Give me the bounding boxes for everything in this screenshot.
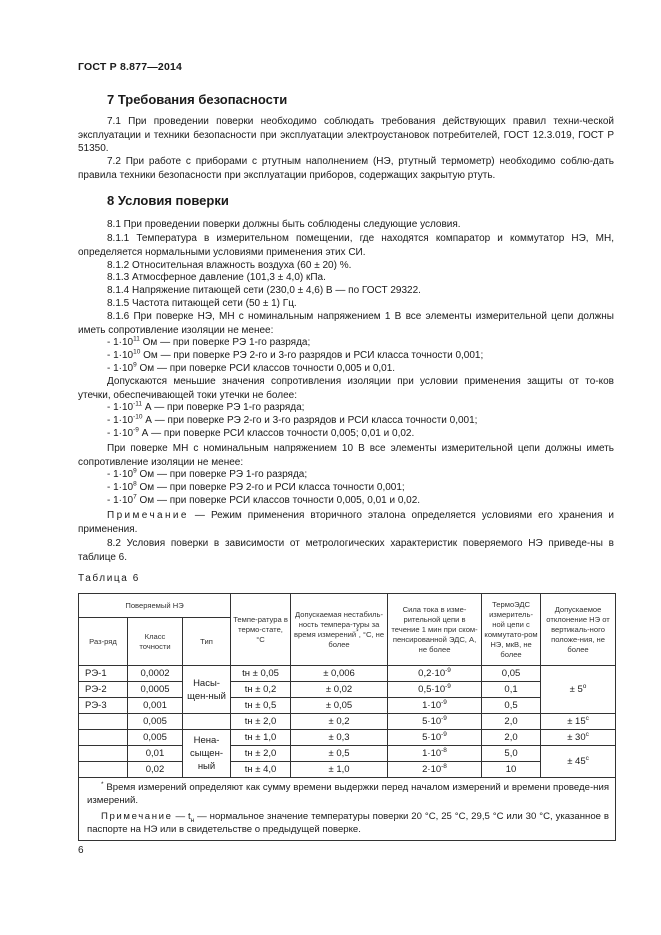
page-number: 6 (78, 845, 84, 856)
note-text: — Режим применения вторичного эталона определяется условиями его хранения и применения. (78, 510, 614, 535)
paragraph-8-1-5: 8.1.5 Частота питающей сети (50 ± 1) Гц. (107, 298, 297, 309)
list-item: - $1\cdot 10^{10}$ Ом — при поверке РЭ 2-го и 3-го разрядов и РСИ класса точности 0,001; (107, 348, 484, 361)
header-verified-element: Поверяемый НЭ (79, 594, 231, 618)
note-paragraph (78, 509, 614, 536)
paragraph-7-2: 7.2 При работе с приборами с ртутным наполнением (НЭ, ртутный термометр) необходимо соблю-дать правила техники безопасности при эксплуатации приборов, содержащих закрытую ртуть. (78, 156, 614, 181)
deviation-value: ± $5^о$ (541, 666, 616, 714)
list-item: - $1\cdot 10^{-10}$ А — при поверке РЭ 2-го и 3-го разрядов и РСИ класса точности 0,001; (107, 413, 478, 426)
deviation-value: ± $45^с$ (541, 746, 616, 778)
paragraph-8-2: 8.2 Условия поверки в зависимости от метрологических характеристик поверяемого НЭ приведе-ны в таблице 6. (78, 538, 614, 563)
header-temperature: Темпе-ратура в термо-стате, °С (231, 594, 291, 666)
list-item: - $1\cdot 10^7$ Ом — при поверке РСИ классов точности 0,005, 0,01 и 0,02. (107, 493, 421, 506)
paragraph-8-1: 8.1 При проведении поверки должны быть соблюдены следующие условия. (107, 219, 461, 230)
list-item: - $1\cdot 10^8$ Ом — при поверке РЭ 2-го и РСИ класса точности 0,001; (107, 480, 405, 493)
paragraph-7-1: 7.1 При проведении поверки необходимо соблюдать требования действующих правил техни-ческой эксплуатации и техники безопасности при эксплуатации электроустановок потребителей, ГОСТ 12.3.019, ГОСТ Р 51350. (78, 116, 614, 154)
header-deviation: Допускаемое отклонение НЭ от вертикаль-ного положе-ния, не более (541, 594, 616, 666)
deviation-value: ± $30^с$ (541, 730, 616, 746)
section-7-title: 7 Требования безопасности (107, 92, 288, 107)
table-row: РЭ-3 0,001 tн ± 0,5 ± 0,05 $1\cdot 10^{-9}$ 0,5 (79, 698, 616, 714)
section-8-title: 8 Условия поверки (107, 193, 229, 208)
paragraph-8-1-1: 8.1.1 Температура в измерительном помещении, где находятся компаратор и коммутатор НЭ, МН, определяется нормальными условиями применения этих СИ. (78, 233, 614, 258)
header-thermo-emf: ТермоЭДС измеритель-ной цепи с коммутато-ром НЭ, мкВ, не более (482, 594, 541, 666)
header-type: Тип (183, 618, 231, 666)
table-row: 0,005 tн ± 2,0 ± 0,2 $5\cdot 10^{-9}$ 2,0 ± $15^с$ (79, 714, 616, 730)
note-label: Примечание (107, 510, 189, 521)
paragraph-8-1-3: 8.1.3 Атмосферное давление (101,3 ± 4,0) кПа. (107, 272, 326, 283)
header-accuracy-class: Класс точности (128, 618, 183, 666)
table-caption: Таблица 6 (78, 573, 140, 584)
table-6 (78, 593, 616, 841)
list-item: - $1\cdot 10^{-9}$ А — при поверке РСИ классов точности 0,005; 0,01 и 0,02. (107, 426, 415, 439)
deviation-value: ± $15^с$ (541, 714, 616, 730)
table-row: 0,005 Нена-сыщен-ный tн ± 1,0 ± 0,3 $5\cdot 10^{-9}$ 2,0 ± $30^с$ (79, 730, 616, 746)
type-saturated: Насы-щен-ный (183, 666, 231, 714)
table-row: 0,01 tн ± 2,0 ± 0,5 $1\cdot 10^{-8}$ 5,0 ± $45^с$ (79, 746, 616, 762)
header-current: Сила тока в изме-рительной цепи в течение 1 мин при ском-пенсированной ЭДС, А, не более (388, 594, 482, 666)
table-footnote: * Время измерений определяют как сумму времени выдержки перед началом измерений и времени проведе-ния измерений. Примечание — $t_н$ — нормальное значение температуры поверки 20 °С, 25 °С, 29,5 °С или 30 °С, указанное в паспорте на НЭ или в свидетельстве о предыдущей поверке. (79, 778, 616, 841)
document-header: ГОСТ Р 8.877—2014 (78, 61, 183, 73)
paragraph-leakage: Допускаются меньшие значения сопротивления изоляции при условии применения защиты от то-ков утечки, обеспечивающей токи утечки не более: (78, 376, 614, 401)
type-unsaturated: Нена-сыщен-ный (183, 730, 231, 778)
list-item: - $1\cdot 10^{11}$ Ом — при поверке РЭ 1-го разряда; (107, 335, 311, 348)
table-row: 0,02 tн ± 4,0 ± 1,0 $2\cdot 10^{-8}$ 10 (79, 762, 616, 778)
paragraph-mn-10v: При поверке МН с номинальным напряжением 10 В все элементы измерительной цепи должны иметь сопротивление изоляции не менее: (78, 443, 614, 468)
list-item: - $1\cdot 10^{-11}$ А — при поверке РЭ 1-го разряда; (107, 400, 305, 413)
header-instability: Допускаемая нестабиль-ность темпера-туры за время измерений*, °С, не более (291, 594, 388, 666)
paragraph-8-1-6: 8.1.6 При поверке НЭ, МН с номинальным напряжением 1 В все элементы измерительной цепи должны иметь сопротивление изоляции не менее: (78, 311, 614, 336)
table-row: РЭ-2 0,0005 tн ± 0,2 ± 0,02 $0,5\cdot 10^{-9}$ 0,1 (79, 682, 616, 698)
paragraph-8-1-2: 8.1.2 Относительная влажность воздуха (60 ± 20) %. (107, 260, 352, 271)
list-item: - $1\cdot 10^9$ Ом — при поверке РСИ классов точности 0,005 и 0,01. (107, 361, 396, 374)
table-row: РЭ-1 0,0002 Насы-щен-ный tн ± 0,05 ± 0,006 $0,2\cdot 10^{-9}$ 0,05 ± $5^о$ (79, 666, 616, 682)
header-rank: Раз-ряд (79, 618, 128, 666)
list-item: - $1\cdot 10^9$ Ом — при поверке РЭ 1-го разряда; (107, 467, 308, 480)
paragraph-8-1-4: 8.1.4 Напряжение питающей сети (230,0 ± 4,6) В — по ГОСТ 29322. (107, 285, 421, 296)
table-note-label: Примечание (101, 811, 173, 822)
